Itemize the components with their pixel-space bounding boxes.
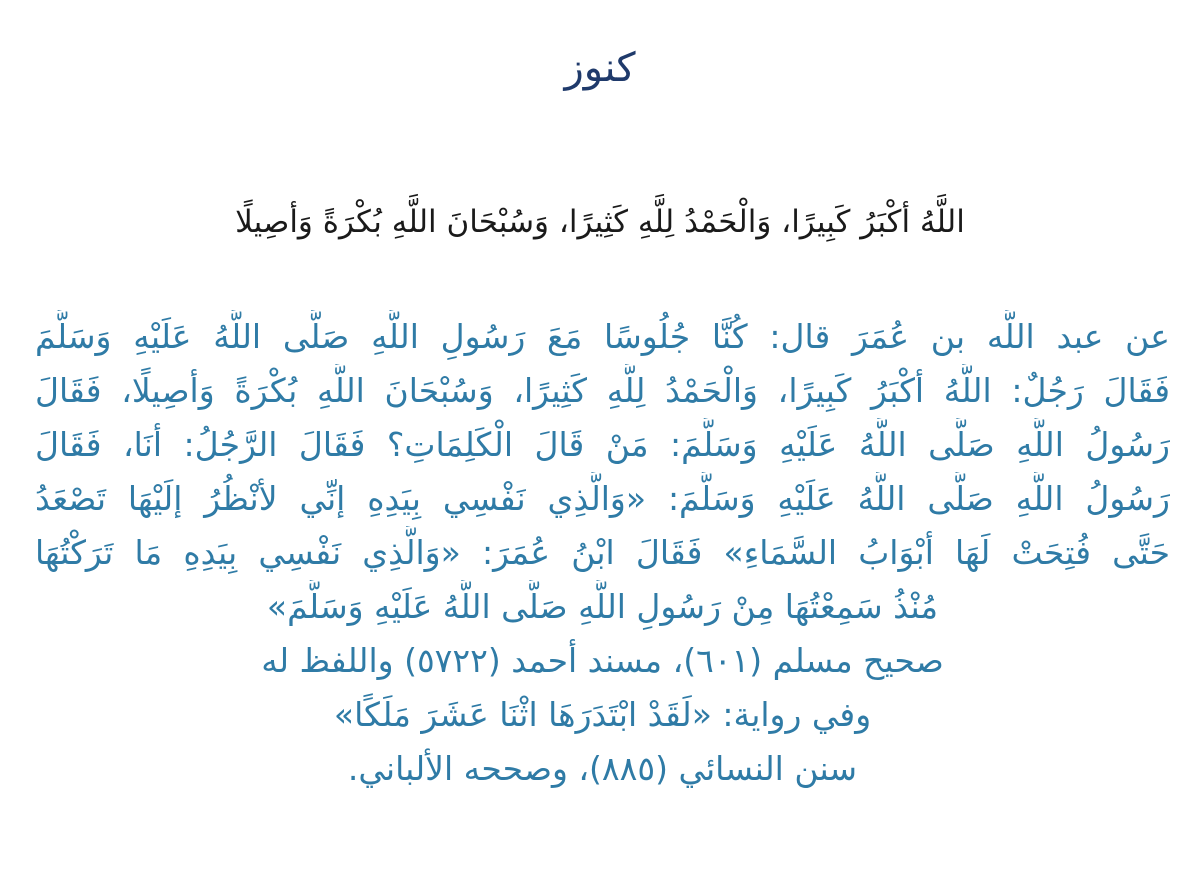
hadith-line: رَسُولُ اللَّهِ صَلَّى اللَّهُ عَلَيْهِ وَسَلَّمَ: «وَالَّذِي نَفْسِي بِيَدِهِ إنِّي لأنْظُرُ إلَيْهَا تَصْعَدُ xyxy=(35,479,1170,518)
dhikr-text: اللَّهُ أكْبَرُ كَبِيرًا، وَالْحَمْدُ لِلَّهِ كَثِيرًا، وَسُبْحَانَ اللَّهِ بُكْرَةً وَأصِيلًا xyxy=(235,204,965,240)
hadith-line: حَتَّى فُتِحَتْ لَهَا أبْوَابُ السَّمَاءِ» فَقَالَ ابْنُ عُمَرَ: «وَالَّذِي نَفْسِي بِيَدِهِ مَا تَرَكْتُهَا xyxy=(35,533,1170,572)
hadith-block xyxy=(35,310,1170,796)
hadith-line: عن عبد اللَّه بن عُمَرَ قال: كُنَّا جُلُوسًا مَعَ رَسُولِ اللَّهِ صَلَّى اللَّهُ عَلَيْهِ وَسَلَّمَ xyxy=(35,317,1170,356)
hadith-line: مُنْذُ سَمِعْتُهَا مِنْ رَسُولِ اللَّهِ صَلَّى اللَّهُ عَلَيْهِ وَسَلَّمَ» xyxy=(266,587,939,626)
source-citation: سنن النسائي (٨٨٥)، وصححه الألباني. xyxy=(347,749,858,788)
hadith-line: فَقَالَ رَجُلٌ: اللَّهُ أكْبَرُ كَبِيرًا، وَالْحَمْدُ لِلَّهِ كَثِيرًا، وَسُبْحَانَ اللَّهِ بُكْرَةً وَأصِيلًا، فَقَالَ xyxy=(35,371,1170,410)
hadith-line: رَسُولُ اللَّهِ صَلَّى اللَّهُ عَلَيْهِ وَسَلَّمَ: مَنْ قَالَ الْكَلِمَاتِ؟ فَقَالَ الرَّجُلُ: أنَا، فَقَالَ xyxy=(35,425,1170,464)
source-citation: صحيح مسلم (٦٠١)، مسند أحمد (٥٧٢٢) واللفظ له xyxy=(261,641,944,680)
narration-variant: وفي رواية: «لَقَدْ ابْتَدَرَهَا اثْنَا عَشَرَ مَلَكًا» xyxy=(333,695,872,734)
page-title: كنوز xyxy=(564,45,636,91)
